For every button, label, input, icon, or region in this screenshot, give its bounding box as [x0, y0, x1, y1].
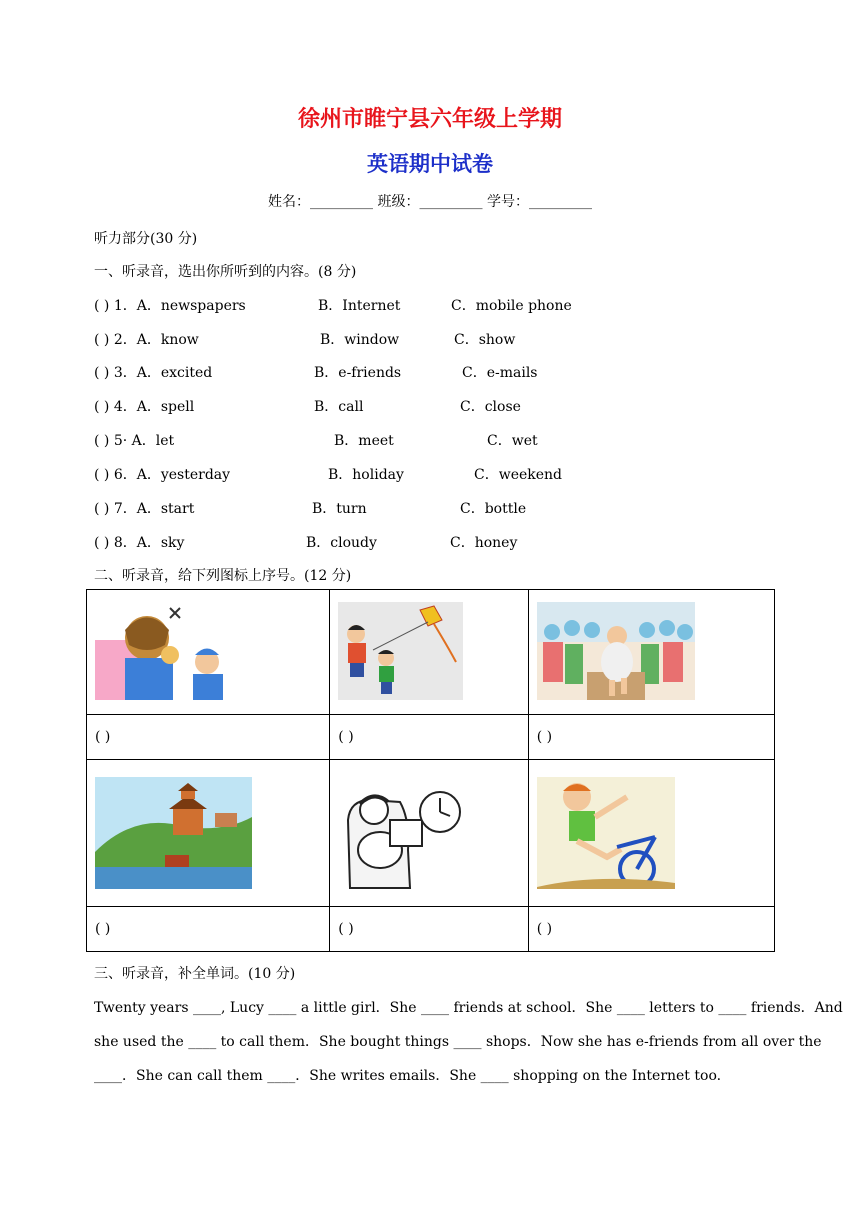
question-6-c: C．weekend — [474, 467, 563, 483]
question-4-b: B．call — [314, 399, 364, 415]
picture-cell-3 — [528, 590, 774, 715]
listening-section-label: 听力部分(30 分) — [94, 231, 198, 247]
picture-cell-5 — [330, 760, 528, 907]
passage-line-3: ____．She can call them ____．She writes emails．She ____ shopping on the Internet too. — [94, 1068, 722, 1084]
question-1-b: B．Internet — [318, 298, 401, 314]
answer-blank: ( ) — [536, 729, 553, 745]
question-2-a: ( ) 2．A．know — [94, 332, 199, 348]
passage-line-1: Twenty years ____, Lucy ____ a little girl．She ____ friends at school．She ____ letters to ____ friends．And — [94, 1000, 843, 1016]
answer-blank: ( ) — [338, 729, 354, 745]
picture-cell-4 — [87, 760, 330, 907]
picture-cell-1 — [87, 590, 330, 715]
passage-line-2: she used the ____ to call them．She bought things ____ shops．Now she has e-friends from all over the — [94, 1034, 822, 1050]
picture-cell-6 — [528, 760, 774, 907]
question-3-c: C．e-mails — [462, 365, 538, 381]
student-info-line: 姓名：_________ 班级：_________ 学号：_________ — [268, 194, 592, 210]
exam-subtitle: 英语期中试卷 — [367, 151, 493, 176]
answer-cell-1[interactable] — [87, 715, 330, 760]
answer-cell-5[interactable] — [330, 907, 528, 952]
sleeping-clock-picture — [340, 780, 465, 892]
question-1-a: ( ) 1．A．newspapers — [94, 298, 246, 314]
landscape-palace-picture — [95, 777, 252, 889]
question-8-a: ( ) 8．A．sky — [94, 535, 185, 551]
question-6-a: ( ) 6．A．yesterday — [94, 467, 231, 483]
part3-heading: 三、听录音，补全单词。(10 分) — [94, 966, 296, 982]
answer-cell-3[interactable] — [528, 715, 774, 760]
part2-heading: 二、听录音，给下列图标上序号。(12 分) — [94, 568, 352, 584]
question-3-b: B．e-friends — [314, 365, 402, 381]
question-3-a: ( ) 3．A．excited — [94, 365, 213, 381]
question-4-c: C．close — [460, 399, 521, 415]
question-7-b: B．turn — [312, 501, 367, 517]
question-2-b: B．window — [320, 332, 400, 348]
answer-blank: ( ) — [95, 921, 111, 937]
question-5-b: B．meet — [334, 433, 394, 449]
answer-blank: ( ) — [536, 921, 553, 937]
answer-cell-2[interactable] — [330, 715, 528, 760]
race-crowd-picture — [537, 602, 695, 700]
question-6-b: B．holiday — [328, 467, 404, 483]
question-7-c: C．bottle — [460, 501, 527, 517]
bike-fall-picture — [537, 777, 675, 889]
question-2-c: C．show — [454, 332, 516, 348]
question-5-c: C．wet — [487, 433, 538, 449]
picture-table — [86, 589, 775, 952]
question-8-c: C．honey — [450, 535, 518, 551]
question-7-a: ( ) 7．A．start — [94, 501, 195, 517]
question-1-c: C．mobile phone — [451, 298, 572, 314]
question-8-b: B．cloudy — [306, 535, 377, 551]
part1-heading: 一、听录音，选出你所听到的内容。(8 分) — [94, 264, 357, 280]
answer-cell-4[interactable] — [87, 907, 330, 952]
question-5-a: ( ) 5· A．let — [94, 433, 175, 449]
answer-blank: ( ) — [338, 921, 354, 937]
answer-cell-6[interactable] — [528, 907, 774, 952]
picture-cell-2 — [330, 590, 528, 715]
answer-blank: ( ) — [95, 729, 111, 745]
exam-title: 徐州市睢宁县六年级上学期 — [297, 106, 562, 132]
phone-call-picture — [95, 600, 233, 700]
question-4-a: ( ) 4．A．spell — [94, 399, 195, 415]
kite-flying-picture — [338, 602, 463, 700]
